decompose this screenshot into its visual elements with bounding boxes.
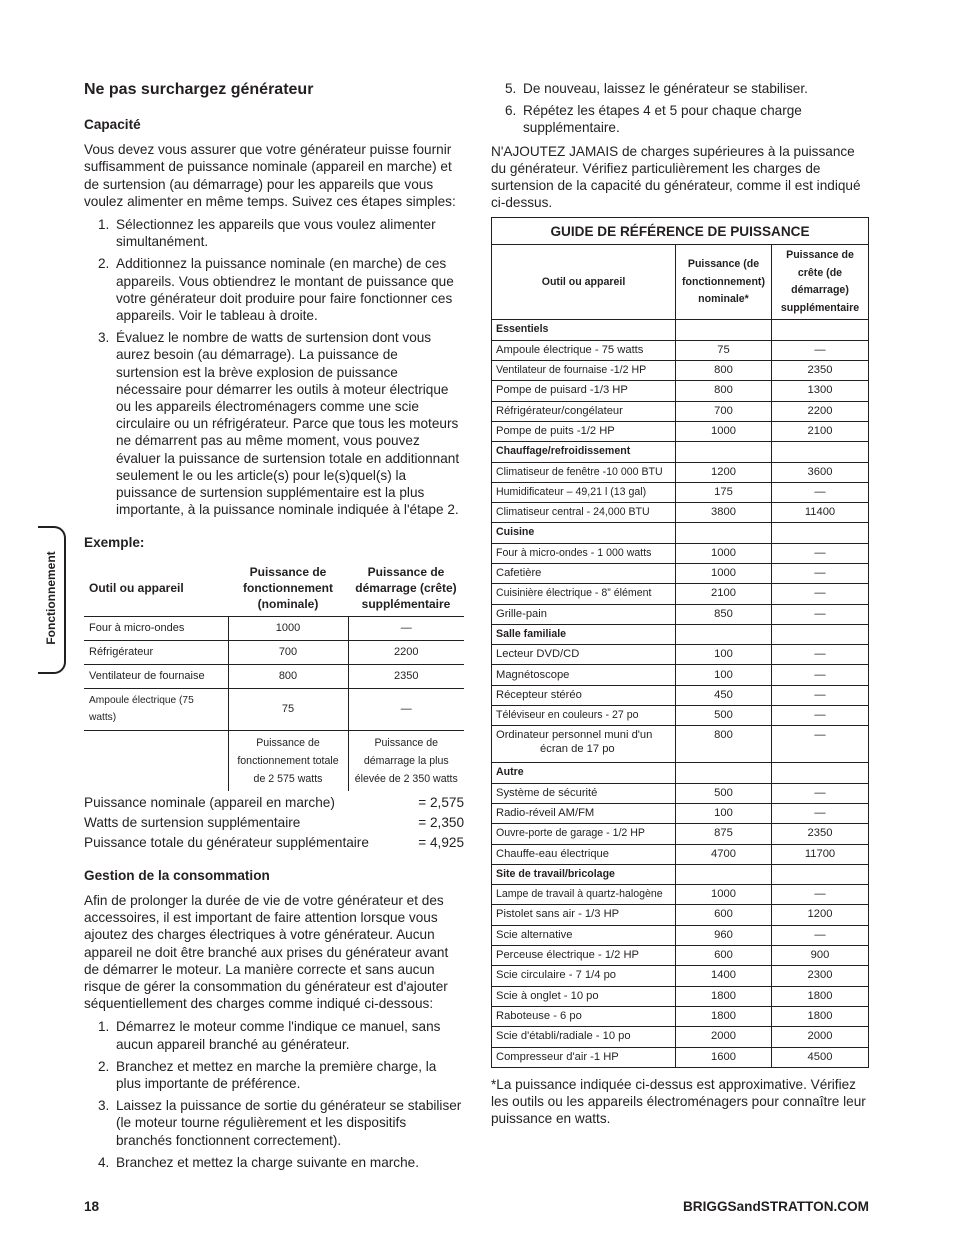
- appliance-name: [492, 946, 676, 966]
- appliance-name: [492, 604, 676, 624]
- appliance-name-text: Four à micro-ondes - 1 000 watts: [496, 546, 652, 559]
- appliance-name-text: Lecteur DVD/CD: [496, 648, 580, 661]
- peak-watts: —: [772, 665, 869, 685]
- category-label: Site de travail/bricolage: [492, 864, 676, 884]
- appliance-name: [492, 584, 676, 604]
- appliance-name: [492, 1047, 676, 1067]
- running-watts: 1000: [676, 885, 772, 905]
- warning-text: N'AJOUTEZ JAMAIS de charges supérieures à la puissance du générateur. Vérifiez particulièrement les charges de surtension de la capacité du générateur, comme il est indiqué ci-dessus.: [491, 143, 861, 211]
- table-cell: [676, 523, 772, 543]
- table-cell: Puissance de fonctionnement totale de 2 575 watts: [228, 730, 348, 791]
- peak-watts: —: [772, 685, 869, 705]
- peak-watts: 1800: [772, 986, 869, 1006]
- guide-header: Outil ou appareil: [492, 245, 676, 320]
- appliance-name: [492, 361, 676, 381]
- guide-header: Puissance (de fonctionnement) nominale*: [676, 245, 772, 320]
- table-row: [492, 543, 869, 563]
- step-number: 4.: [98, 1154, 110, 1170]
- category-row: [492, 320, 869, 340]
- list-item: [84, 329, 464, 518]
- peak-watts: —: [772, 482, 869, 502]
- step-text: Additionnez la puissance nominale (en marche) de ces appareils. Vous obtiendrez le montant de puissance que votre générateur doit produire pour faire fonctionner ces appareils. Voir le tableau à droite.: [116, 256, 454, 324]
- appliance-name: [492, 462, 676, 482]
- table-row: [492, 726, 869, 763]
- appliance-name-text: Cafetière: [496, 567, 542, 580]
- running-watts: 4700: [676, 844, 772, 864]
- running-watts: 875: [676, 824, 772, 844]
- running-watts: 2100: [676, 584, 772, 604]
- table-row: [492, 685, 869, 705]
- example-table: [84, 560, 464, 791]
- appliance-name: [492, 905, 676, 925]
- appliance-name: [492, 340, 676, 360]
- section-title: Ne pas surchargez générateur: [84, 81, 314, 98]
- peak-watts: 2350: [772, 361, 869, 381]
- table-cell: [772, 763, 869, 783]
- running-watts: 960: [676, 925, 772, 945]
- peak-watts: 1800: [772, 1006, 869, 1026]
- step-number: 2.: [98, 256, 110, 272]
- table-cell: [676, 864, 772, 884]
- list-item: [84, 1097, 464, 1149]
- table-row: [492, 706, 869, 726]
- table-row: [492, 462, 869, 482]
- appliance-name-text: Ampoule électrique - 75 watts: [496, 343, 644, 356]
- list-item: [84, 1154, 464, 1171]
- table-cell: [676, 624, 772, 644]
- table-cell: [676, 320, 772, 340]
- table-row: [84, 665, 464, 689]
- table-row: [492, 503, 869, 523]
- appliance-name-text: Récepteur stéréo: [496, 688, 582, 701]
- peak-watts: 2300: [772, 966, 869, 986]
- appliance-name-text: Perceuse électrique - 1/2 HP: [496, 949, 640, 962]
- page-number: 18: [84, 1199, 100, 1214]
- table-row: [492, 966, 869, 986]
- list-item: [491, 102, 869, 136]
- category-label: Cuisine: [492, 523, 676, 543]
- table-row: [492, 421, 869, 441]
- peak-watts: 2000: [772, 1027, 869, 1047]
- running-watts: 1000: [676, 543, 772, 563]
- guide-title: GUIDE DE RÉFÉRENCE DE PUISSANCE: [492, 218, 869, 245]
- gestion-steps: [84, 1018, 464, 1171]
- table-cell: Réfrigérateur: [84, 640, 228, 664]
- appliance-name: [492, 645, 676, 665]
- list-item: [491, 80, 869, 97]
- appliance-name-text: Climatiseur de fenêtre -10 000 BTU: [496, 465, 663, 478]
- list-item: [84, 216, 464, 250]
- step-number: 3.: [98, 330, 110, 346]
- table-cell: 700: [228, 640, 348, 664]
- appliance-name-text: Magnétoscope: [496, 668, 570, 681]
- table-row: [84, 640, 464, 664]
- running-watts: 600: [676, 905, 772, 925]
- table-row: [492, 563, 869, 583]
- table-cell: 75: [228, 689, 348, 730]
- table-row: [492, 645, 869, 665]
- peak-watts: —: [772, 925, 869, 945]
- footnote: *La puissance indiquée ci-dessus est approximative. Vérifiez les outils ou les appareils électroménagers pour connaître leur puissance en watts.: [491, 1076, 866, 1127]
- step-text: Sélectionnez les appareils que vous voulez alimenter simultanément.: [116, 217, 436, 250]
- list-item: [84, 1018, 464, 1052]
- table-row: [492, 401, 869, 421]
- appliance-name-text: Scie d'établi/radiale - 10 po: [496, 1030, 631, 1043]
- appliance-name-text: Radio-réveil AM/FM: [496, 807, 595, 819]
- peak-watts: 11400: [772, 503, 869, 523]
- running-watts: 450: [676, 685, 772, 705]
- step-number: 1.: [98, 1019, 110, 1035]
- step-number: 5.: [505, 81, 517, 96]
- peak-watts: —: [772, 563, 869, 583]
- sum-row: [84, 833, 464, 853]
- appliance-name: [492, 381, 676, 401]
- category-label: Essentiels: [492, 320, 676, 340]
- category-row: [492, 624, 869, 644]
- gestion-steps-continued: [491, 80, 869, 137]
- peak-watts: 4500: [772, 1047, 869, 1067]
- appliance-name: [492, 1027, 676, 1047]
- appliance-name: [492, 543, 676, 563]
- appliance-name-text: Lampe de travail à quartz-halogène: [496, 888, 663, 901]
- running-watts: 1200: [676, 462, 772, 482]
- appliance-name: [492, 824, 676, 844]
- table-cell: —: [348, 689, 464, 730]
- running-watts: 3800: [676, 503, 772, 523]
- running-watts: 100: [676, 665, 772, 685]
- table-row: [492, 1006, 869, 1026]
- appliance-name-text: Ventilateur de fournaise -1/2 HP: [496, 364, 647, 377]
- table-cell: Ventilateur de fournaise: [84, 665, 228, 689]
- step-number: 3.: [98, 1098, 110, 1114]
- running-watts: 100: [676, 803, 772, 823]
- guide-header: Puissance de crête (de démarrage) supplémentaire: [772, 245, 869, 320]
- sum-value: = 4,925: [418, 834, 464, 850]
- appliance-name: [492, 401, 676, 421]
- table-cell: [772, 864, 869, 884]
- sums-block: [84, 793, 464, 853]
- running-watts: 500: [676, 706, 772, 726]
- running-watts: 700: [676, 401, 772, 421]
- peak-watts: 3600: [772, 462, 869, 482]
- sum-row: [84, 793, 464, 813]
- appliance-name-text: Climatiseur central - 24,000 BTU: [496, 506, 650, 519]
- sum-value: = 2,350: [418, 814, 464, 830]
- table-row: [492, 905, 869, 925]
- appliance-name-text: Grille-pain: [496, 607, 547, 620]
- peak-watts: —: [772, 645, 869, 665]
- running-watts: 75: [676, 340, 772, 360]
- table-row: [84, 689, 464, 730]
- appliance-name-text: Cuisinière électrique - 8” élément: [496, 587, 652, 600]
- power-guide-table: [491, 217, 869, 1067]
- table-cell: Four à micro-ondes: [84, 616, 228, 640]
- table-row: [492, 665, 869, 685]
- appliance-name: [492, 706, 676, 726]
- peak-watts: 2100: [772, 421, 869, 441]
- table-row: [492, 604, 869, 624]
- sum-label: Watts de surtension supplémentaire: [84, 814, 301, 830]
- appliance-name: [492, 685, 676, 705]
- example-header: Outil ou appareil: [89, 580, 184, 595]
- appliance-name: [492, 783, 676, 803]
- table-row: [492, 986, 869, 1006]
- step-text: De nouveau, laissez le générateur se stabiliser.: [523, 81, 808, 96]
- running-watts: 500: [676, 783, 772, 803]
- appliance-name-text: Pistolet sans air - 1/3 HP: [496, 908, 620, 921]
- appliance-name: [492, 482, 676, 502]
- category-row: [492, 864, 869, 884]
- category-label: Chauffage/refroidissement: [492, 442, 676, 462]
- gestion-heading: Gestion de la consommation: [84, 867, 270, 883]
- table-cell: —: [348, 616, 464, 640]
- running-watts: 175: [676, 482, 772, 502]
- appliance-name: [492, 1006, 676, 1026]
- table-row: [492, 885, 869, 905]
- table-cell: [84, 730, 228, 791]
- appliance-name: [492, 986, 676, 1006]
- appliance-name: [492, 421, 676, 441]
- table-row: [492, 783, 869, 803]
- table-cell: 800: [228, 665, 348, 689]
- running-watts: 1000: [676, 563, 772, 583]
- step-text: Démarrez le moteur comme l'indique ce manuel, sans aucun appareil branché au générateur.: [116, 1019, 441, 1052]
- table-row: [492, 584, 869, 604]
- table-row: [492, 361, 869, 381]
- table-cell: Ampoule électrique (75 watts): [84, 689, 228, 730]
- category-row: [492, 763, 869, 783]
- right-column: [491, 80, 869, 1133]
- table-cell: [676, 763, 772, 783]
- peak-watts: 2200: [772, 401, 869, 421]
- running-watts: 100: [676, 645, 772, 665]
- appliance-name-text: Humidificateur – 49,21 l (13 gal): [496, 485, 647, 498]
- example-header: Puissance de démarrage (crête) supplémentaire: [355, 564, 457, 611]
- table-cell: 1000: [228, 616, 348, 640]
- running-watts: 1800: [676, 1006, 772, 1026]
- appliance-name: [492, 503, 676, 523]
- category-label: Autre: [492, 763, 676, 783]
- running-watts: 2000: [676, 1027, 772, 1047]
- appliance-name-text: Ouvre-porte de garage - 1/2 HP: [496, 827, 645, 840]
- appliance-name-text: Ordinateur personnel muni d'un: [496, 729, 653, 742]
- step-text: Évaluez le nombre de watts de surtension dont vous aurez besoin (au démarrage). La puissance de surtension est la brève explosion de puissance nécessaire pour démarrer les outils à moteur électrique ou les appareils électroménagers comme une scie circulaire ou un réfrigérateur. Parce que tous les moteurs ne démarrent pas au même moment, vous pouvez évaluer la puissance de surtension totale en additionnant seulement le ou les article(s) pour le(s)quel(s) la puissance de surtension supplémentaire est la plus importante, à la puissance nominale indiquée à l'étape 2.: [116, 330, 460, 518]
- running-watts: 1600: [676, 1047, 772, 1067]
- sum-row: [84, 813, 464, 833]
- appliance-name-text: Pompe de puisard -1/3 HP: [496, 384, 628, 397]
- peak-watts: —: [772, 726, 869, 763]
- sum-label: Puissance totale du générateur supplémentaire: [84, 834, 369, 850]
- appliance-name-text: Scie circulaire - 7 1/4 po: [496, 969, 617, 982]
- running-watts: 1400: [676, 966, 772, 986]
- appliance-name: [492, 925, 676, 945]
- peak-watts: 11700: [772, 844, 869, 864]
- step-text: Laissez la puissance de sortie du générateur se stabiliser (le moteur tourne régulièrement et les dispositifs branchés fonctionnent correctement).: [116, 1098, 462, 1148]
- table-row: [492, 844, 869, 864]
- capacite-steps: [84, 216, 464, 518]
- capacite-intro: Vous devez vous assurer que votre générateur puisse fournir suffisamment de puissance nominale (appareil en marche) et de surtension (au démarrage) pour les appareils que vous voulez alimenter en même temps. Suivez ces étapes simples:: [84, 142, 456, 209]
- peak-watts: —: [772, 803, 869, 823]
- peak-watts: 1300: [772, 381, 869, 401]
- appliance-name-text: Raboteuse - 6 po: [496, 1009, 582, 1022]
- table-row: [492, 925, 869, 945]
- appliance-name-text: Chauffe-eau électrique: [496, 847, 609, 860]
- table-row: [492, 803, 869, 823]
- peak-watts: 900: [772, 946, 869, 966]
- step-number: 2.: [98, 1058, 110, 1074]
- category-row: [492, 442, 869, 462]
- website: BRIGGSandSTRATTON.COM: [682, 1199, 869, 1214]
- table-cell: [772, 624, 869, 644]
- appliance-name-text: Scie alternative: [496, 928, 573, 941]
- peak-watts: 2350: [772, 824, 869, 844]
- running-watts: 850: [676, 604, 772, 624]
- appliance-name-text: Scie à onglet - 10 po: [496, 989, 599, 1002]
- peak-watts: —: [772, 783, 869, 803]
- running-watts: 1800: [676, 986, 772, 1006]
- table-row-totals: [84, 730, 464, 791]
- table-cell: [772, 442, 869, 462]
- table-cell: [772, 320, 869, 340]
- appliance-name: [492, 844, 676, 864]
- table-cell: 2200: [348, 640, 464, 664]
- peak-watts: —: [772, 604, 869, 624]
- appliance-name: [492, 563, 676, 583]
- table-row: [492, 946, 869, 966]
- table-cell: [772, 523, 869, 543]
- list-item: [84, 1058, 464, 1092]
- sidebar-tab-label: Fonctionnement: [44, 551, 58, 645]
- peak-watts: 1200: [772, 905, 869, 925]
- appliance-name-text: Compresseur d'air -1 HP: [496, 1050, 619, 1063]
- table-cell: Puissance de démarrage la plus élevée de 2 350 watts: [348, 730, 464, 791]
- appliance-name-text: écran de 17 po: [540, 743, 615, 756]
- table-row: [492, 381, 869, 401]
- peak-watts: —: [772, 885, 869, 905]
- running-watts: 600: [676, 946, 772, 966]
- sum-value: = 2,575: [418, 794, 464, 810]
- peak-watts: —: [772, 543, 869, 563]
- table-cell: [676, 442, 772, 462]
- left-column: [84, 80, 464, 1177]
- step-text: Branchez et mettez en marche la première charge, la plus importante de préférence.: [116, 1058, 437, 1091]
- example-header: Puissance de fonctionnement (nominale): [243, 564, 333, 611]
- table-row: [492, 824, 869, 844]
- step-text: Répétez les étapes 4 et 5 pour chaque charge supplémentaire.: [523, 103, 802, 136]
- table-row: [492, 1047, 869, 1067]
- step-number: 6.: [505, 103, 517, 119]
- appliance-name-text: Réfrigérateur/congélateur: [496, 404, 623, 417]
- running-watts: 800: [676, 361, 772, 381]
- appliance-name: [492, 803, 676, 823]
- appliance-name-text: Système de sécurité: [496, 786, 598, 799]
- running-watts: 800: [676, 381, 772, 401]
- appliance-name-text: Téléviseur en couleurs - 27 po: [496, 709, 639, 722]
- category-label: Salle familiale: [492, 624, 676, 644]
- capacite-heading: Capacité: [84, 117, 141, 132]
- step-text: Branchez et mettez la charge suivante en marche.: [116, 1154, 419, 1170]
- running-watts: 1000: [676, 421, 772, 441]
- sum-label: Puissance nominale (appareil en marche): [84, 794, 335, 810]
- table-row: [492, 1027, 869, 1047]
- table-row: [492, 340, 869, 360]
- appliance-name: [492, 885, 676, 905]
- appliance-name: [492, 665, 676, 685]
- appliance-name-text: Pompe de puits -1/2 HP: [496, 424, 615, 437]
- peak-watts: —: [772, 706, 869, 726]
- appliance-name: [492, 966, 676, 986]
- appliance-name: [492, 726, 676, 763]
- running-watts: 800: [676, 726, 772, 763]
- peak-watts: —: [772, 584, 869, 604]
- table-row: [84, 616, 464, 640]
- step-number: 1.: [98, 217, 110, 233]
- gestion-intro: Afin de prolonger la durée de vie de votre générateur et des accessoires, il est important de faire attention lorsque vous ajoutez des charges électriques à votre générateur. Aucun appareil ne doit être branché aux prises du générateur avant de démarrer le moteur. La manière correcte et sans aucun risque de gérer la consommation du générateur est d'ajouter séquentiellement des charges comme indiqué ci-dessous:: [84, 892, 449, 1012]
- table-row: [492, 482, 869, 502]
- table-cell: 2350: [348, 665, 464, 689]
- category-row: [492, 523, 869, 543]
- peak-watts: —: [772, 340, 869, 360]
- example-heading: Exemple:: [84, 535, 145, 551]
- list-item: [84, 255, 464, 324]
